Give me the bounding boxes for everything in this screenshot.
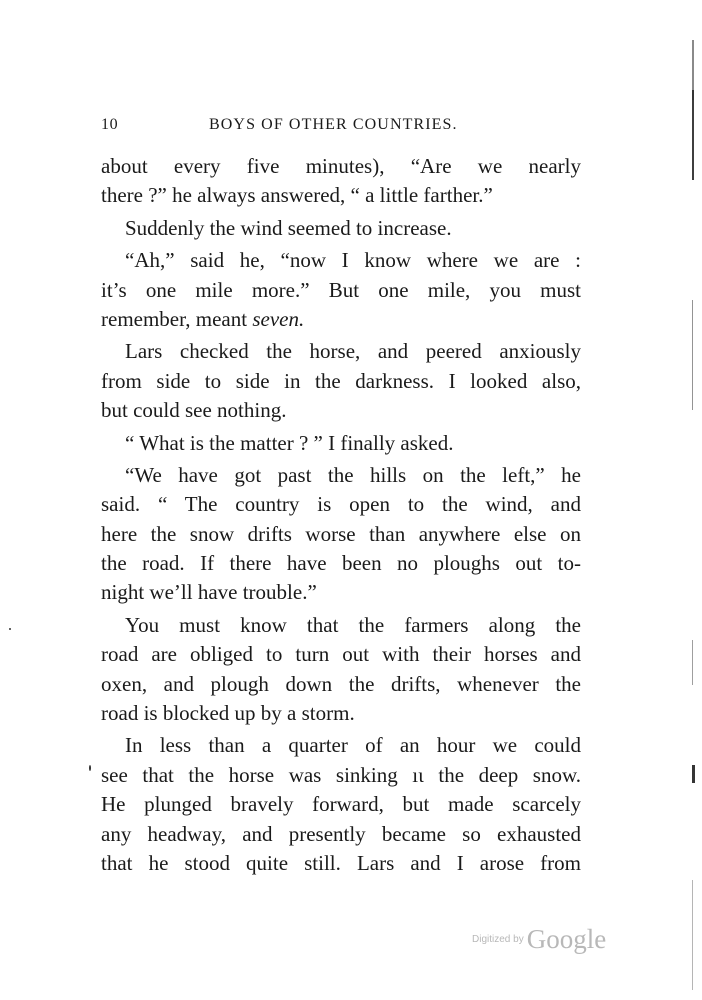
text-line: Lars checked the horse, and peered anxiously — [125, 339, 581, 364]
text-line — [101, 305, 581, 334]
text-line: Suddenly the wind seemed to increase. — [125, 215, 452, 240]
text-line: but could see nothing. — [101, 398, 287, 423]
text-line: see that the horse was sinking ıι the deep snow. — [101, 762, 581, 787]
scan-edge-mark — [692, 765, 695, 783]
scan-edge-mark — [692, 640, 693, 685]
scan-edge-mark — [692, 90, 694, 180]
scan-speck — [89, 765, 91, 771]
text-line: said. “ The country is open to the wind, and — [101, 492, 581, 517]
text-line: that he stood quite still. Lars and I arose from — [101, 850, 581, 875]
text-line: road are obliged to turn out with their horses and — [101, 642, 581, 667]
text-line: night we’ll have trouble.” — [101, 580, 317, 605]
text-line: about every five minutes), “Are we nearly — [101, 154, 581, 178]
text-line: “Ah,” said he, “now I know where we are : — [125, 248, 581, 273]
running-head — [101, 116, 581, 136]
text-line: oxen, and plough down the drifts, whenever the — [101, 671, 581, 696]
text-line: any headway, and presently became so exhausted — [101, 821, 581, 846]
text-fragment: remember, meant — [101, 306, 248, 331]
text-line: “We have got past the hills on the left,” he — [125, 462, 581, 487]
page-number: 10 — [101, 116, 119, 133]
italic-word: seven. — [252, 306, 305, 331]
digitization-watermark — [472, 924, 606, 955]
body-text — [101, 152, 581, 878]
book-title: BOYS OF OTHER COUNTRIES. — [209, 116, 458, 133]
text-line: road is blocked up by a storm. — [101, 701, 355, 726]
text-line: “ What is the matter ? ” I finally asked. — [125, 430, 454, 455]
text-line: He plunged bravely forward, but made scarcely — [101, 792, 581, 817]
watermark-brand: Google — [526, 924, 607, 954]
text-line: there ?” he always answered, “ a little farther.” — [101, 183, 493, 208]
text-line: it’s one mile more.” But one mile, you must — [101, 277, 581, 302]
text-line: In less than a quarter of an hour we could — [125, 733, 581, 758]
watermark-prefix: Digitized by — [472, 934, 524, 945]
text-line: You must know that the farmers along the — [125, 612, 581, 637]
scan-speck — [9, 628, 11, 630]
scan-edge-mark — [692, 300, 693, 410]
text-line: from side to side in the darkness. I looked also, — [101, 368, 581, 393]
scan-edge-mark — [692, 880, 693, 990]
text-line: here the snow drifts worse than anywhere else on — [101, 521, 581, 546]
text-line: the road. If there have been no ploughs out to- — [101, 551, 581, 576]
